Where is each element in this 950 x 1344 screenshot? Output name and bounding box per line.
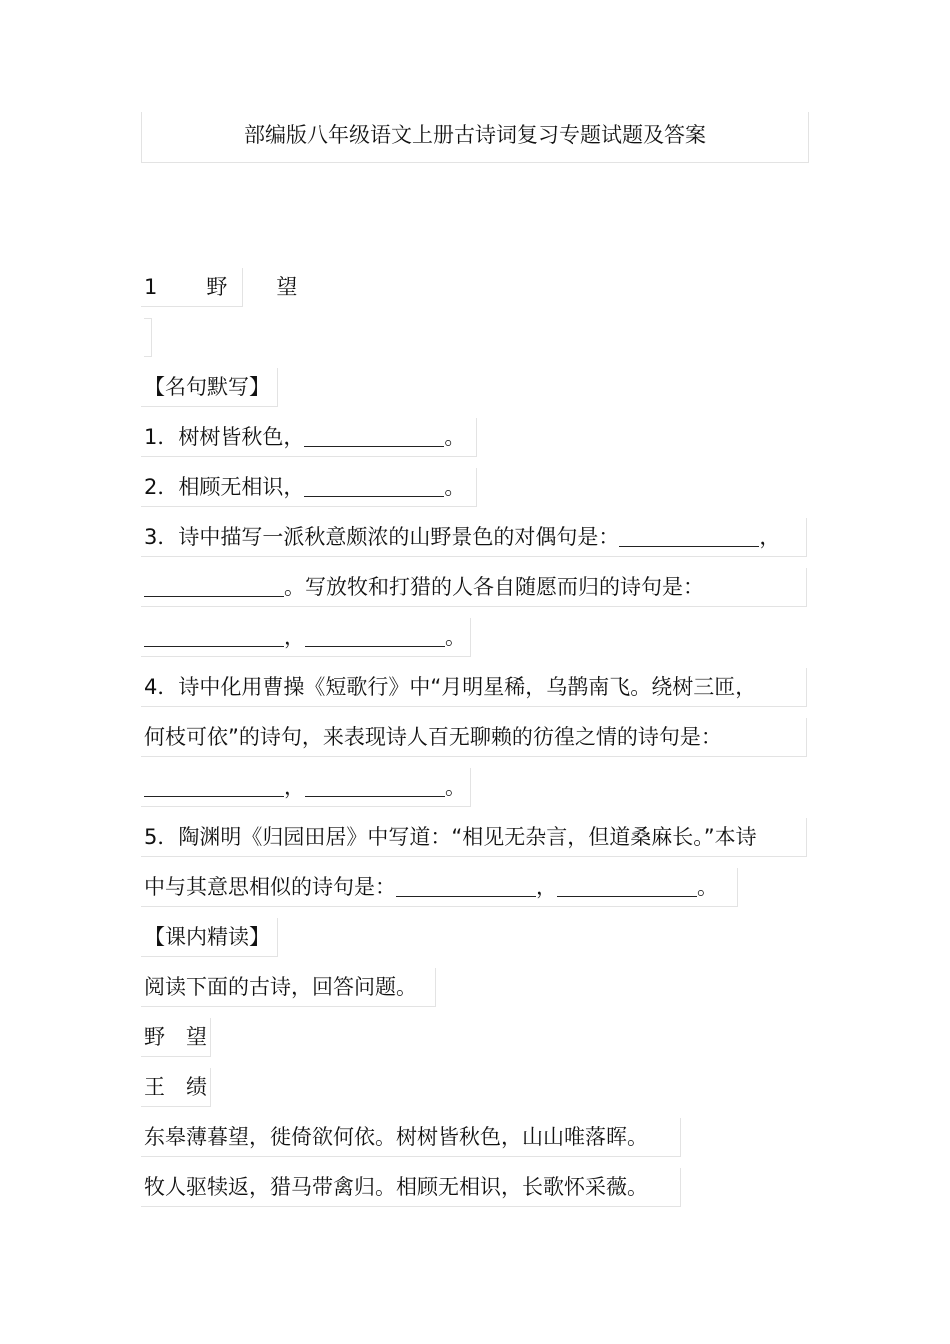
q2-text: 2．相顾无相识， — [144, 475, 305, 499]
answer-blank[interactable] — [144, 618, 284, 647]
question-3-line-1 — [141, 518, 807, 557]
answer-blank[interactable] — [305, 618, 445, 647]
answer-blank[interactable] — [396, 868, 536, 897]
q1-end: 。 — [444, 425, 466, 449]
section-heading: 1 野 望 — [144, 275, 312, 299]
poem-title: 野 望 — [144, 1025, 207, 1049]
question-3-line-2 — [141, 568, 807, 607]
q3-comma-2: ， — [284, 625, 305, 649]
poem-text-2: 牧人驱犊返，猎马带禽归。相顾无相识，长歌怀采薇。 — [144, 1175, 648, 1199]
q5-text-1: 5．陶渊明《归园田居》中写道：“相见无杂言，但道桑麻长。”本诗 — [144, 825, 757, 849]
answer-blank[interactable] — [304, 468, 444, 497]
answer-blank[interactable] — [304, 418, 444, 447]
section-heading-line — [141, 268, 312, 307]
q5-comma: ， — [536, 875, 557, 899]
answer-blank[interactable] — [305, 768, 445, 797]
question-4-line-1 — [141, 668, 807, 707]
reading-heading-line — [141, 918, 278, 957]
question-5-line-2 — [141, 868, 738, 907]
q2-end: 。 — [444, 475, 466, 499]
document-title: 部编版八年级语文上册古诗词复习专题试题及答案 — [244, 123, 706, 147]
q5-end: 。 — [697, 875, 718, 899]
fill-heading: 【名句默写】 — [144, 375, 270, 399]
q1-text: 1．树树皆秋色， — [144, 425, 305, 449]
question-4-line-2 — [141, 718, 807, 757]
poem-author-line — [141, 1068, 211, 1107]
question-1 — [141, 418, 477, 457]
answer-blank[interactable] — [619, 518, 759, 547]
answer-blank[interactable] — [144, 768, 284, 797]
fill-heading-line — [141, 368, 278, 407]
reading-instruction: 阅读下面的古诗，回答问题。 — [144, 975, 417, 999]
empty-paragraph-marker — [144, 318, 152, 357]
question-4-line-3 — [141, 768, 471, 807]
poem-title-line — [141, 1018, 211, 1057]
answer-blank[interactable] — [144, 568, 284, 597]
question-5-line-1 — [141, 818, 807, 857]
poem-line-1 — [141, 1118, 681, 1157]
question-2 — [141, 468, 477, 507]
q3-comma: ， — [759, 525, 781, 549]
question-3-line-3 — [141, 618, 471, 657]
poem-author: 王 绩 — [144, 1075, 207, 1099]
q5-text-2: 中与其意思相似的诗句是： — [144, 875, 396, 899]
poem-line-2 — [141, 1168, 681, 1207]
q3-text: 3．诗中描写一派秋意颇浓的山野景色的对偶句是： — [144, 525, 620, 549]
q3-end: 。 — [445, 625, 466, 649]
reading-heading: 【课内精读】 — [144, 925, 270, 949]
q4-end: 。 — [445, 775, 466, 799]
reading-instruction-line — [141, 968, 436, 1007]
q4-comma: ， — [284, 775, 305, 799]
q4-text-1: 4．诗中化用曹操《短歌行》中“月明星稀，乌鹊南飞。绕树三匝， — [144, 675, 757, 699]
poem-text-1: 东皋薄暮望，徙倚欲何依。树树皆秋色，山山唯落晖。 — [144, 1125, 648, 1149]
answer-blank[interactable] — [557, 868, 697, 897]
q4-text-2: 何枝可依”的诗句，来表现诗人百无聊赖的彷徨之情的诗句是： — [144, 725, 722, 749]
q3-text-2: 。写放牧和打猎的人各自随愿而归的诗句是： — [284, 575, 704, 599]
title-box — [141, 112, 809, 163]
